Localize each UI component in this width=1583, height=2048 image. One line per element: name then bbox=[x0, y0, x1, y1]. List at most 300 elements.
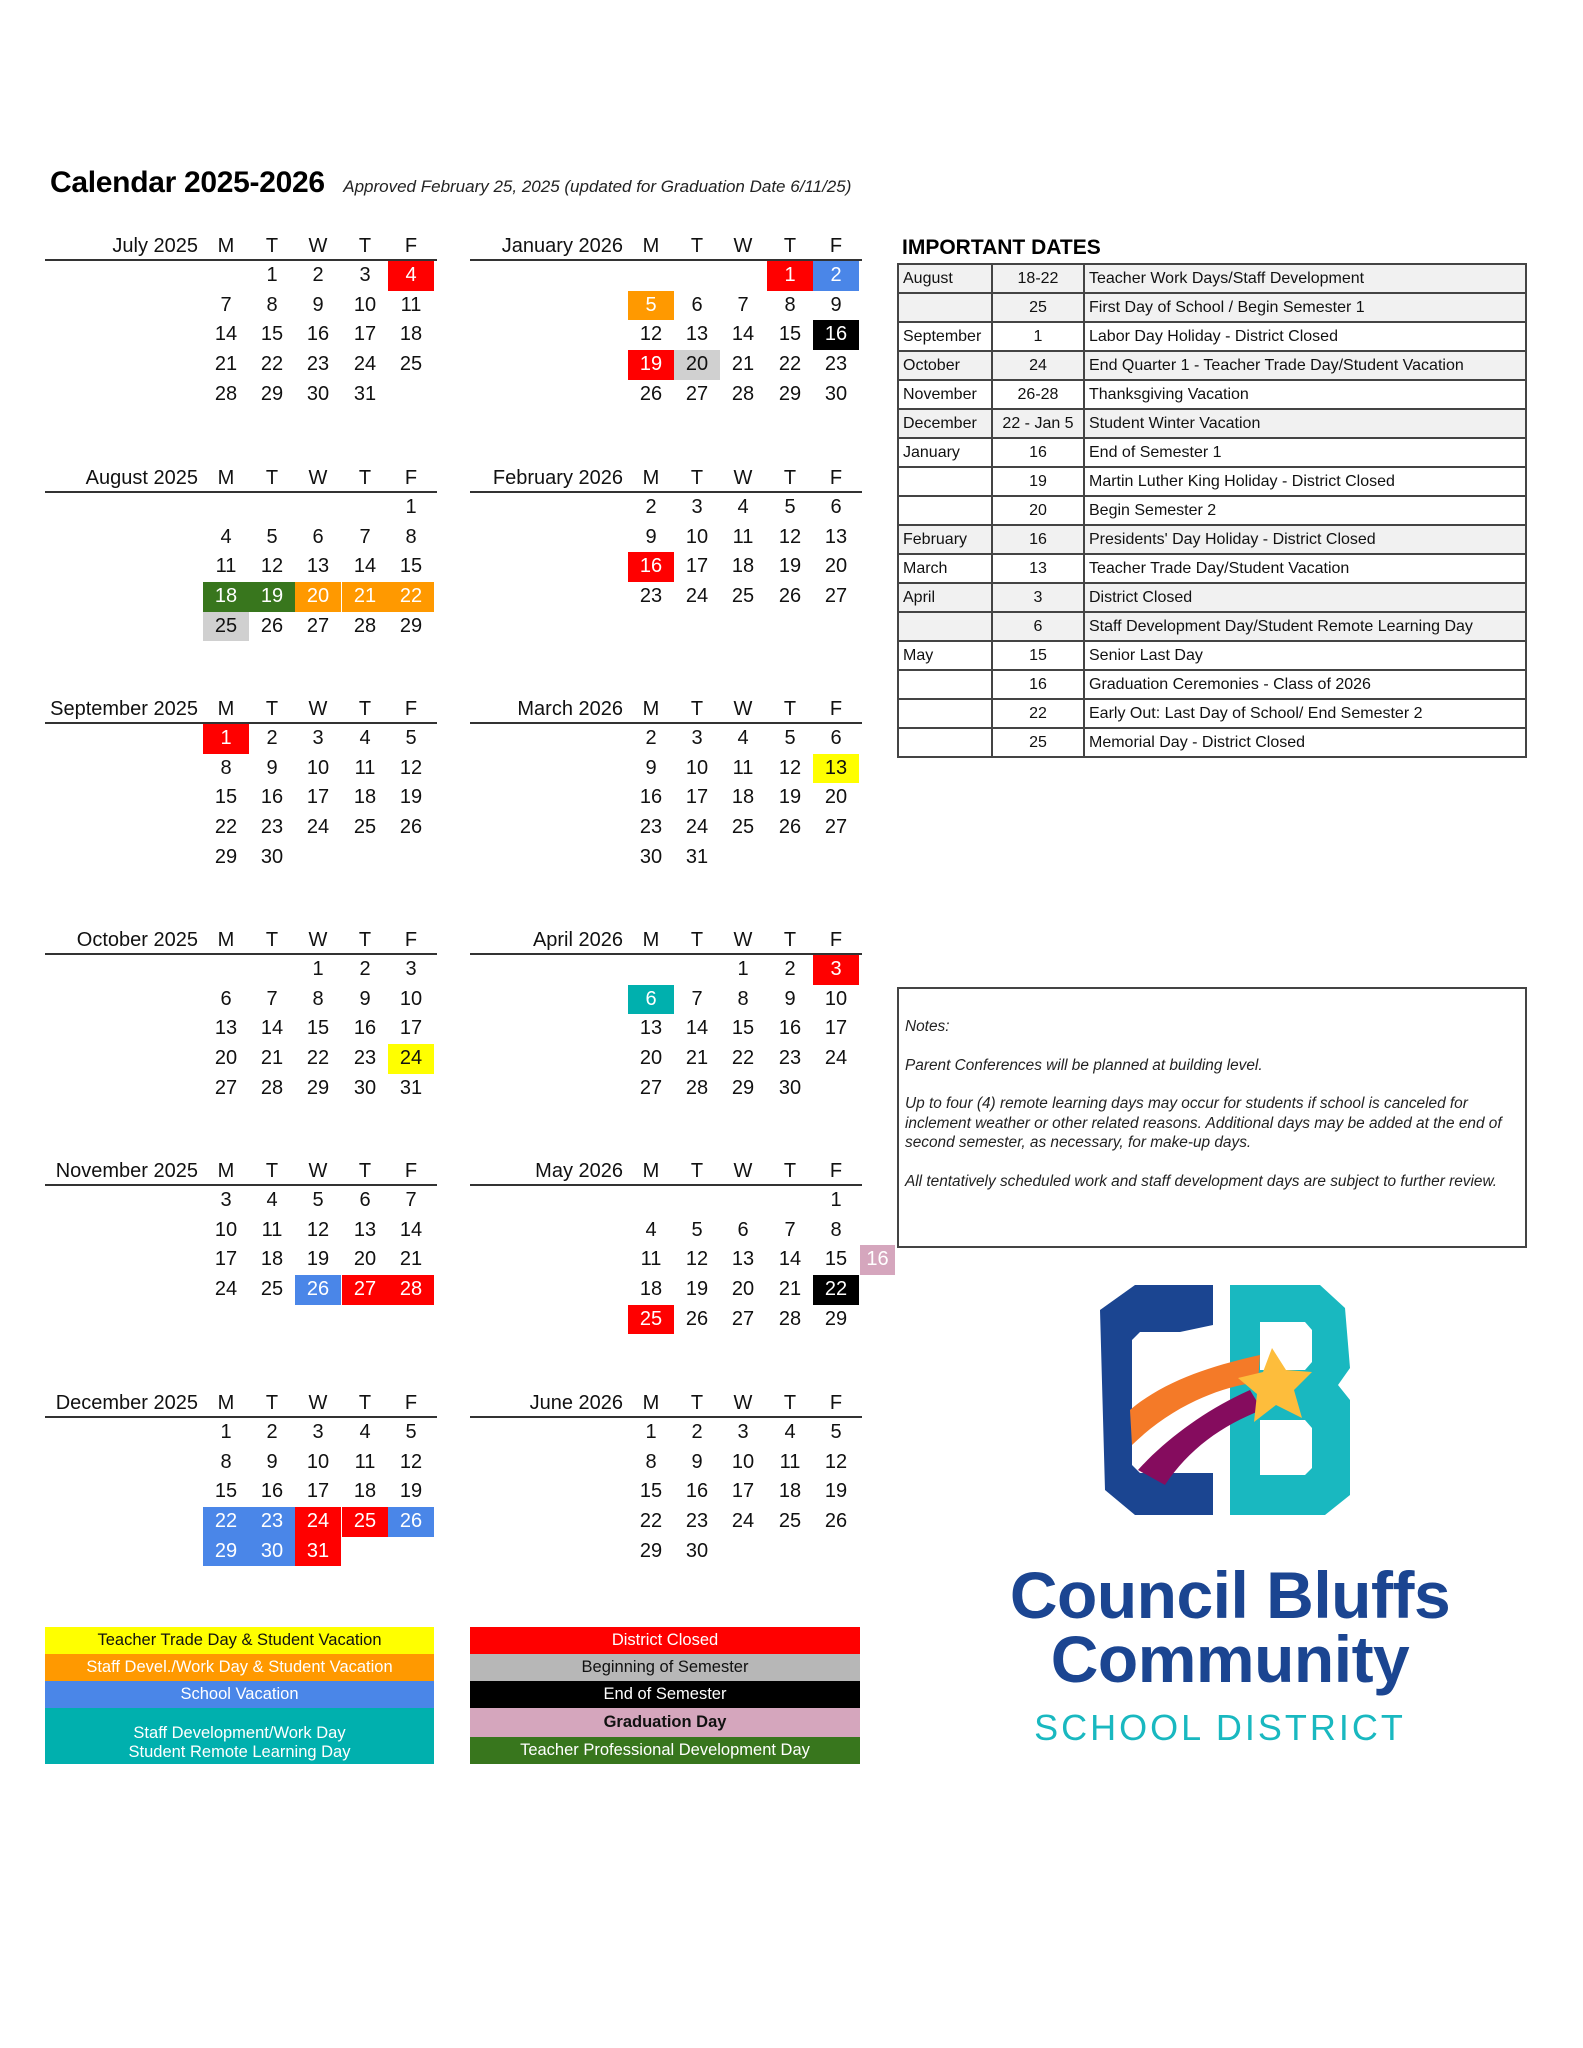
date-day: 13 bbox=[992, 554, 1084, 583]
week-row bbox=[470, 350, 862, 380]
weekday-label: M bbox=[642, 467, 660, 489]
calendar-day: 27 bbox=[824, 816, 848, 839]
month-weeks bbox=[470, 724, 862, 872]
calendar-day: 3 bbox=[312, 1421, 324, 1443]
weekday-label: M bbox=[217, 235, 235, 257]
calendar-day: 24 bbox=[306, 816, 330, 839]
calendar-day: 23 bbox=[639, 816, 663, 839]
month-name: December 2025 bbox=[55, 1392, 198, 1414]
month-name: April 2026 bbox=[532, 929, 623, 951]
important-date-row bbox=[898, 670, 1526, 699]
week-row bbox=[45, 1537, 437, 1567]
calendar-day: 26 bbox=[778, 585, 802, 608]
calendar-day: 23 bbox=[824, 353, 848, 376]
weekday-label: T bbox=[265, 1160, 279, 1182]
month-october-2025 bbox=[45, 927, 437, 1103]
month-september-2025 bbox=[45, 696, 437, 872]
calendar-day: 27 bbox=[685, 382, 709, 405]
weekday-label: W bbox=[733, 235, 753, 257]
weekday-label: F bbox=[404, 235, 418, 257]
calendar-day: 24 bbox=[353, 353, 377, 376]
month-weeks bbox=[45, 493, 437, 641]
week-row bbox=[470, 1448, 862, 1478]
weekday-label: T bbox=[358, 235, 372, 257]
calendar-day: 15 bbox=[731, 1017, 755, 1040]
month-weeks bbox=[45, 261, 437, 409]
week-row bbox=[45, 1275, 437, 1305]
date-day: 16 bbox=[992, 438, 1084, 467]
month-april-2026 bbox=[470, 927, 862, 1103]
weekday-label: F bbox=[829, 698, 843, 720]
weekday-label: T bbox=[690, 929, 704, 951]
date-event: Presidents' Day Holiday - District Closed bbox=[1084, 525, 1526, 554]
calendar-day: 6 bbox=[830, 727, 842, 749]
calendar-day: 28 bbox=[260, 1076, 284, 1099]
calendar-day: 19 bbox=[685, 1278, 709, 1301]
calendar-day: 24 bbox=[295, 1507, 341, 1537]
calendar-day: 8 bbox=[405, 525, 417, 548]
calendar-day: 12 bbox=[306, 1218, 330, 1241]
calendar-day: 8 bbox=[784, 293, 796, 316]
week-row bbox=[45, 493, 437, 523]
weekday-label: T bbox=[358, 467, 372, 489]
important-dates-table bbox=[897, 263, 1527, 758]
legend-item bbox=[470, 1681, 860, 1708]
calendar-day: 5 bbox=[312, 1189, 324, 1211]
calendar-day: 16 bbox=[860, 1245, 895, 1275]
calendar-day: 30 bbox=[353, 1076, 377, 1099]
calendar-day: 30 bbox=[824, 382, 848, 405]
calendar-day: 9 bbox=[645, 756, 657, 779]
calendar-day: 2 bbox=[359, 958, 371, 980]
calendar-day: 2 bbox=[645, 496, 657, 518]
week-row bbox=[470, 1216, 862, 1246]
weekday-label: T bbox=[690, 1392, 704, 1414]
calendar-day: 4 bbox=[737, 727, 749, 749]
calendar-day: 3 bbox=[691, 496, 703, 518]
weekday-label: W bbox=[308, 698, 328, 720]
calendar-day: 21 bbox=[731, 353, 755, 376]
calendar-day: 25 bbox=[628, 1305, 674, 1335]
calendar-day: 11 bbox=[261, 1218, 283, 1241]
month-weeks bbox=[45, 1186, 437, 1305]
weekday-label: F bbox=[829, 929, 843, 951]
calendar-day: 18 bbox=[203, 582, 249, 612]
week-row bbox=[470, 1507, 862, 1537]
calendar-day: 25 bbox=[731, 816, 755, 839]
calendar-day: 14 bbox=[778, 1248, 802, 1271]
week-row bbox=[45, 1507, 437, 1537]
calendar-day: 18 bbox=[639, 1278, 663, 1301]
calendar-day: 16 bbox=[306, 323, 330, 346]
legend-item bbox=[45, 1681, 434, 1708]
calendar-day: 1 bbox=[830, 1189, 842, 1211]
calendar-day: 19 bbox=[399, 1480, 423, 1503]
weekday-label: W bbox=[733, 1392, 753, 1414]
calendar-day: 11 bbox=[354, 756, 376, 779]
calendar-day: 29 bbox=[306, 1076, 330, 1099]
month-name: August 2025 bbox=[85, 467, 198, 489]
week-row bbox=[470, 493, 862, 523]
calendar-day: 13 bbox=[731, 1248, 755, 1271]
week-row bbox=[45, 985, 437, 1015]
weekday-label: W bbox=[308, 467, 328, 489]
note-tentative: All tentatively scheduled work and staff development days are subject to further review. bbox=[905, 1172, 1497, 1190]
logo-line-community: Community bbox=[1050, 1622, 1410, 1696]
week-row bbox=[45, 1186, 437, 1216]
month-header bbox=[45, 233, 437, 261]
calendar-day: 10 bbox=[685, 756, 709, 779]
month-header bbox=[470, 1158, 862, 1186]
calendar-day: 16 bbox=[628, 552, 674, 582]
date-event: Thanksgiving Vacation bbox=[1084, 380, 1526, 409]
calendar-day: 19 bbox=[824, 1480, 848, 1503]
calendar-day: 23 bbox=[306, 353, 330, 376]
week-row bbox=[470, 552, 862, 582]
calendar-day: 17 bbox=[306, 1480, 330, 1503]
calendar-day: 4 bbox=[266, 1189, 278, 1211]
week-row bbox=[45, 1074, 437, 1104]
month-name: March 2026 bbox=[517, 698, 623, 720]
weekday-label: T bbox=[265, 1392, 279, 1414]
month-march-2026 bbox=[470, 696, 862, 872]
calendar-day: 17 bbox=[399, 1017, 423, 1040]
calendar-day: 12 bbox=[260, 555, 284, 578]
important-date-row bbox=[898, 322, 1526, 351]
date-month bbox=[898, 699, 992, 728]
calendar-day: 28 bbox=[731, 382, 755, 405]
calendar-day: 29 bbox=[824, 1307, 848, 1330]
logo-line-school-district: SCHOOL DISTRICT bbox=[1034, 1707, 1406, 1748]
calendar-day: 13 bbox=[824, 525, 848, 548]
calendar-day: 20 bbox=[731, 1278, 755, 1301]
calendar-day: 25 bbox=[353, 816, 377, 839]
date-day: 26-28 bbox=[992, 380, 1084, 409]
calendar-day: 3 bbox=[691, 727, 703, 749]
week-row bbox=[45, 813, 437, 843]
calendar-day: 17 bbox=[685, 555, 709, 578]
calendar-day: 24 bbox=[824, 1047, 848, 1070]
calendar-day: 2 bbox=[645, 727, 657, 749]
weekday-label: M bbox=[217, 467, 235, 489]
calendar-day: 6 bbox=[312, 525, 324, 548]
date-day: 16 bbox=[992, 525, 1084, 554]
logo-line-council-bluffs: Council Bluffs bbox=[1009, 1558, 1451, 1632]
calendar-day: 27 bbox=[342, 1275, 388, 1305]
date-month: April bbox=[898, 583, 992, 612]
legend-left bbox=[45, 1627, 434, 1764]
month-name: October 2025 bbox=[76, 929, 198, 951]
calendar-day: 28 bbox=[388, 1275, 434, 1305]
calendar-day: 8 bbox=[645, 1450, 657, 1473]
calendar-day: 18 bbox=[731, 786, 755, 809]
calendar-day: 7 bbox=[784, 1218, 796, 1241]
calendar-day: 27 bbox=[731, 1307, 755, 1330]
legend-item bbox=[470, 1737, 860, 1764]
week-row bbox=[470, 261, 862, 291]
calendar-day: 22 bbox=[639, 1510, 663, 1533]
week-row bbox=[470, 1014, 862, 1044]
month-header bbox=[45, 465, 437, 493]
calendar-day: 15 bbox=[214, 1480, 238, 1503]
weekday-label: F bbox=[404, 698, 418, 720]
month-name: January 2026 bbox=[501, 235, 623, 257]
weekday-label: M bbox=[642, 1160, 660, 1182]
calendar-day: 15 bbox=[399, 555, 423, 578]
cb-star-logo-icon bbox=[960, 1270, 1500, 1540]
calendar-day: 20 bbox=[824, 786, 848, 809]
month-august-2025 bbox=[45, 465, 437, 641]
calendar-day: 25 bbox=[203, 612, 249, 642]
calendar-day: 25 bbox=[399, 353, 423, 376]
calendar-day: 5 bbox=[628, 291, 674, 321]
weekday-label: F bbox=[404, 929, 418, 951]
calendar-day: 12 bbox=[399, 756, 423, 779]
date-month bbox=[898, 293, 992, 322]
calendar-day: 7 bbox=[266, 987, 278, 1010]
calendar-day: 17 bbox=[306, 786, 330, 809]
date-day: 1 bbox=[992, 322, 1084, 351]
calendar-day: 23 bbox=[249, 1507, 295, 1537]
date-event: Senior Last Day bbox=[1084, 641, 1526, 670]
calendar-day: 10 bbox=[214, 1218, 238, 1241]
date-event: Teacher Trade Day/Student Vacation bbox=[1084, 554, 1526, 583]
calendar-day: 29 bbox=[203, 1537, 249, 1567]
weekday-label: T bbox=[690, 235, 704, 257]
calendar-day: 2 bbox=[691, 1421, 703, 1443]
week-row bbox=[470, 724, 862, 754]
date-day: 20 bbox=[992, 496, 1084, 525]
calendar-day: 3 bbox=[405, 958, 417, 980]
week-row bbox=[45, 380, 437, 410]
calendar-day: 19 bbox=[249, 582, 295, 612]
month-name: July 2025 bbox=[112, 235, 198, 257]
calendar-day: 16 bbox=[260, 786, 284, 809]
date-month bbox=[898, 496, 992, 525]
calendar-day: 21 bbox=[778, 1278, 802, 1301]
week-row bbox=[470, 1044, 862, 1074]
calendar-day: 20 bbox=[674, 350, 720, 380]
weekday-label: T bbox=[783, 235, 797, 257]
important-date-row bbox=[898, 554, 1526, 583]
calendar-day: 24 bbox=[731, 1510, 755, 1533]
weekday-label: M bbox=[217, 1160, 235, 1182]
calendar-day: 31 bbox=[295, 1537, 341, 1567]
week-row bbox=[45, 261, 437, 291]
calendar-day: 23 bbox=[260, 816, 284, 839]
calendar-day: 5 bbox=[830, 1421, 842, 1443]
important-date-row bbox=[898, 496, 1526, 525]
calendar-day: 17 bbox=[214, 1248, 238, 1271]
week-row bbox=[45, 612, 437, 642]
calendar-day: 9 bbox=[691, 1450, 703, 1473]
calendar-day: 20 bbox=[353, 1248, 377, 1271]
date-month bbox=[898, 728, 992, 757]
calendar-day: 15 bbox=[639, 1480, 663, 1503]
date-event: Early Out: Last Day of School/ End Semester 2 bbox=[1084, 699, 1526, 728]
date-month: December bbox=[898, 409, 992, 438]
calendar-day: 29 bbox=[399, 614, 423, 637]
calendar-day: 10 bbox=[306, 756, 330, 779]
weekday-label: M bbox=[642, 235, 660, 257]
week-row bbox=[470, 582, 862, 612]
calendar-day: 18 bbox=[353, 786, 377, 809]
week-row bbox=[45, 291, 437, 321]
weekday-label: T bbox=[358, 1160, 372, 1182]
weekday-label: T bbox=[265, 698, 279, 720]
weekday-label: T bbox=[265, 235, 279, 257]
weekday-label: T bbox=[690, 467, 704, 489]
calendar-day: 5 bbox=[691, 1218, 703, 1241]
week-row bbox=[45, 552, 437, 582]
month-header bbox=[45, 696, 437, 724]
calendar-day: 30 bbox=[778, 1076, 802, 1099]
week-row bbox=[470, 1477, 862, 1507]
calendar-day: 20 bbox=[295, 582, 341, 612]
calendar-day: 19 bbox=[778, 555, 802, 578]
date-day: 22 bbox=[992, 699, 1084, 728]
important-date-row bbox=[898, 409, 1526, 438]
calendar-day: 14 bbox=[685, 1017, 709, 1040]
legend-label: School Vacation bbox=[180, 1685, 299, 1703]
weekday-label: T bbox=[783, 698, 797, 720]
calendar-day: 31 bbox=[353, 382, 377, 405]
note-conferences: Parent Conferences will be planned at building level. bbox=[905, 1056, 1263, 1074]
legend-label: Teacher Professional Development Day bbox=[520, 1741, 810, 1759]
calendar-day: 18 bbox=[260, 1248, 284, 1271]
calendar-day: 2 bbox=[813, 261, 859, 291]
calendar-day: 6 bbox=[628, 985, 674, 1015]
month-weeks bbox=[45, 955, 437, 1103]
date-month: November bbox=[898, 380, 992, 409]
calendar-day: 26 bbox=[778, 816, 802, 839]
calendar-day: 10 bbox=[306, 1450, 330, 1473]
month-name: November 2025 bbox=[55, 1160, 198, 1182]
calendar-day: 16 bbox=[813, 320, 859, 350]
calendar-day: 10 bbox=[399, 987, 423, 1010]
week-row bbox=[470, 955, 862, 985]
calendar-day: 5 bbox=[405, 1421, 417, 1443]
calendar-day: 12 bbox=[824, 1450, 848, 1473]
month-weeks bbox=[45, 1418, 437, 1566]
calendar-day: 3 bbox=[737, 1421, 749, 1443]
calendar-day: 28 bbox=[353, 614, 377, 637]
calendar-day: 22 bbox=[214, 816, 238, 839]
week-row bbox=[45, 1418, 437, 1448]
month-name: September 2025 bbox=[50, 698, 198, 720]
calendar-day: 9 bbox=[312, 293, 324, 316]
week-row bbox=[45, 1014, 437, 1044]
calendar-day: 19 bbox=[306, 1248, 330, 1271]
calendar-day: 7 bbox=[405, 1189, 417, 1211]
calendar-day: 12 bbox=[639, 323, 663, 346]
calendar-day: 11 bbox=[215, 555, 237, 578]
calendar-day: 8 bbox=[220, 756, 232, 779]
legend-item bbox=[45, 1654, 434, 1681]
calendar-day: 26 bbox=[388, 1507, 434, 1537]
weekday-label: M bbox=[642, 1392, 660, 1414]
month-header bbox=[470, 1390, 862, 1418]
calendar-day: 26 bbox=[685, 1307, 709, 1330]
calendar-day: 6 bbox=[691, 293, 703, 316]
weekday-label: W bbox=[733, 929, 753, 951]
legend-label: Graduation Day bbox=[603, 1713, 727, 1731]
calendar-day: 30 bbox=[260, 845, 284, 868]
weekday-label: T bbox=[265, 929, 279, 951]
date-event: First Day of School / Begin Semester 1 bbox=[1084, 293, 1526, 322]
month-header bbox=[470, 233, 862, 261]
calendar-day: 9 bbox=[830, 293, 842, 316]
weekday-label: T bbox=[783, 929, 797, 951]
calendar-day: 17 bbox=[353, 323, 377, 346]
week-row bbox=[45, 1448, 437, 1478]
week-row bbox=[45, 754, 437, 784]
calendar-day: 7 bbox=[737, 293, 749, 316]
month-weeks bbox=[470, 1186, 889, 1334]
weekday-label: T bbox=[358, 929, 372, 951]
calendar-day: 8 bbox=[266, 293, 278, 316]
calendar-day: 3 bbox=[220, 1189, 232, 1211]
calendar-day: 15 bbox=[260, 323, 284, 346]
week-row bbox=[45, 1044, 437, 1074]
calendar-day: 8 bbox=[830, 1218, 842, 1241]
calendar-day: 24 bbox=[685, 585, 709, 608]
calendar-day: 16 bbox=[685, 1480, 709, 1503]
calendar-day: 18 bbox=[399, 323, 423, 346]
calendar-day: 3 bbox=[359, 264, 371, 286]
week-row bbox=[470, 813, 862, 843]
calendar-day: 22 bbox=[813, 1275, 859, 1305]
month-header bbox=[45, 927, 437, 955]
calendar-day: 24 bbox=[214, 1278, 238, 1301]
calendar-day: 14 bbox=[399, 1218, 423, 1241]
calendar-day: 1 bbox=[266, 264, 278, 286]
calendar-day: 9 bbox=[645, 525, 657, 548]
calendar-day: 13 bbox=[214, 1017, 238, 1040]
calendar-day: 23 bbox=[353, 1047, 377, 1070]
important-date-row bbox=[898, 351, 1526, 380]
weekday-label: F bbox=[829, 235, 843, 257]
legend-label: Staff Development/Work Day bbox=[133, 1724, 346, 1742]
month-header bbox=[470, 927, 862, 955]
calendar-day: 6 bbox=[737, 1218, 749, 1241]
calendar-day: 27 bbox=[639, 1076, 663, 1099]
calendar-day: 18 bbox=[778, 1480, 802, 1503]
calendar-day: 1 bbox=[203, 724, 249, 754]
calendar-day: 26 bbox=[399, 816, 423, 839]
legend-item bbox=[470, 1708, 860, 1737]
weekday-label: T bbox=[265, 467, 279, 489]
calendar-day: 8 bbox=[220, 1450, 232, 1473]
date-day: 25 bbox=[992, 728, 1084, 757]
month-header bbox=[45, 1158, 437, 1186]
month-header bbox=[45, 1390, 437, 1418]
date-month bbox=[898, 467, 992, 496]
calendar-day: 17 bbox=[685, 786, 709, 809]
week-row bbox=[45, 582, 437, 612]
calendar-day: 29 bbox=[214, 845, 238, 868]
important-dates-title: IMPORTANT DATES bbox=[902, 236, 1101, 259]
calendar-day: 2 bbox=[266, 727, 278, 749]
calendar-day: 13 bbox=[685, 323, 709, 346]
weekday-label: F bbox=[404, 467, 418, 489]
date-day: 3 bbox=[992, 583, 1084, 612]
weekday-label: W bbox=[308, 235, 328, 257]
date-month: January bbox=[898, 438, 992, 467]
calendar-day: 9 bbox=[266, 756, 278, 779]
calendar-day: 10 bbox=[731, 1450, 755, 1473]
week-row bbox=[470, 380, 862, 410]
